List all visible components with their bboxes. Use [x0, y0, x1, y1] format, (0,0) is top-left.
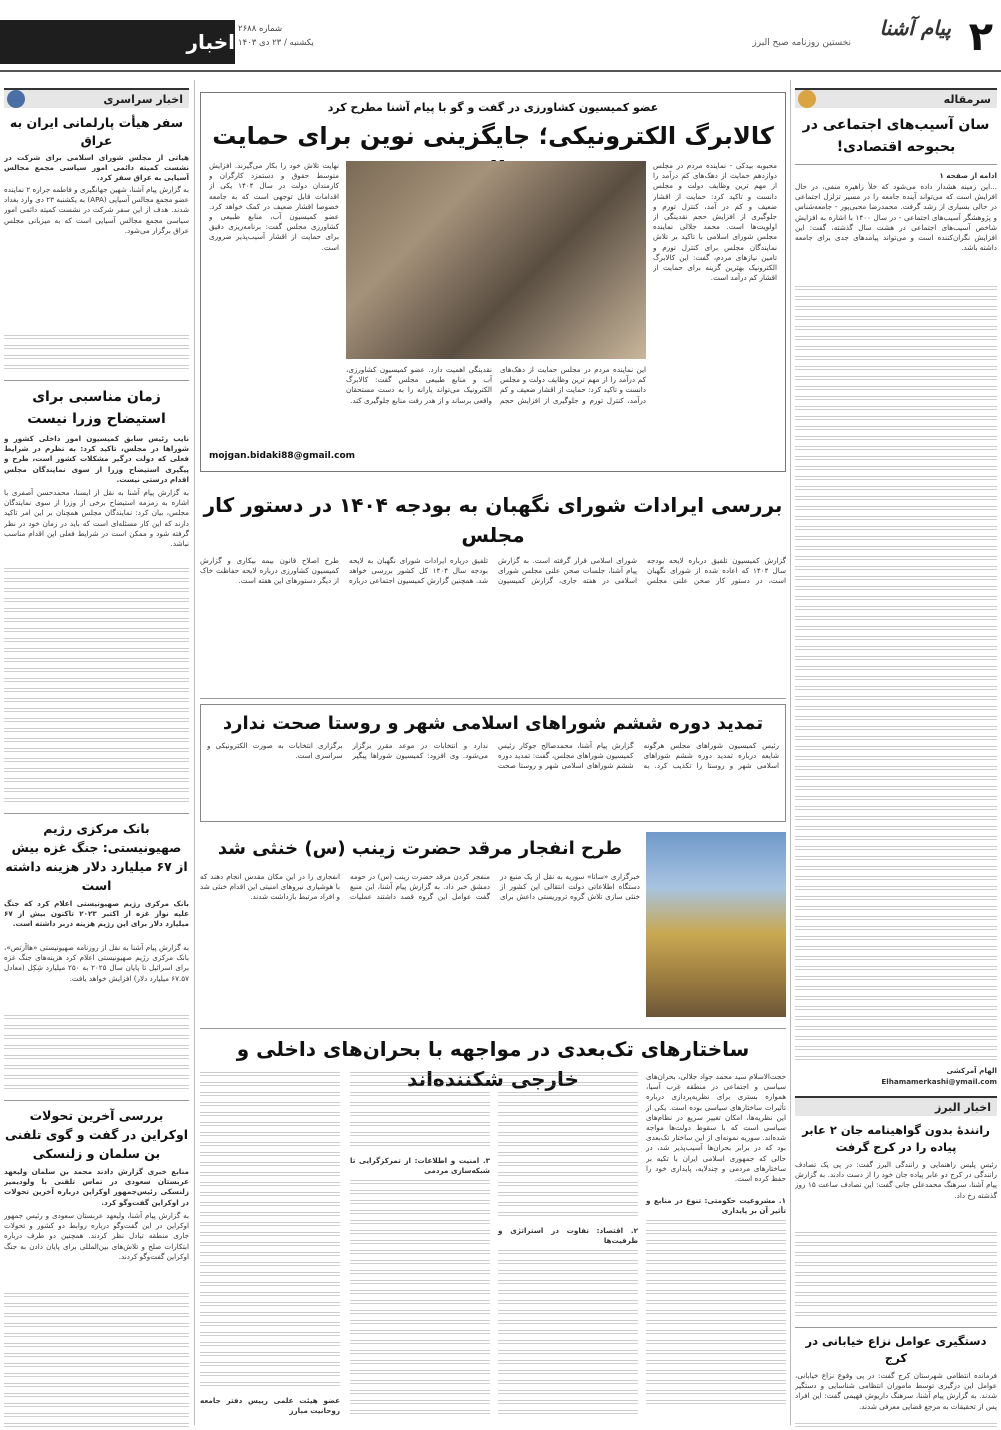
issue-date: یکشنبه / ۲۳ دی ۱۴۰۳	[238, 38, 314, 48]
continuation-note: ادامه از صفحه ۱	[939, 171, 997, 180]
main-story	[200, 92, 786, 472]
councils-headline: تمدید دوره ششم شوراهای اسلامی شهر و روستا صحت ندارد	[222, 713, 764, 734]
text-filler	[795, 1232, 997, 1322]
zainab-body: خبرگزاری «سانا» سوریه به نقل از یک منبع در دستگاه اطلاعاتی دولت انتقالی این کشور از خنثی سازی تلاش گروه تروریستی داعش برای منفجر کردن مرقد حضرت زینب (س) در حومه دمشق خبر داد. به گزارش پیام آشنا، این منبع گفت عوامل این گروه قصد داشتند عملیات انفجاری را در این مکان مقدس انجام دهند که با هوشیاری نیروهای امنیتی این اقدام خنثی شد و افراد مرتبط بازداشت شدند.	[200, 872, 640, 902]
budget-headline: بررسی ایرادات شورای نگهبان به بودجه ۱۴۰۴ در دستور کار مجلس	[203, 493, 783, 547]
story-headline: بررسی آخرین تحولات اوکراین در گفت و گوی تلفنی بن سلمان و زلنسکی	[4, 1108, 189, 1161]
masthead	[741, 14, 1001, 66]
newspaper-logo: پیام آشنا	[879, 16, 951, 40]
budget-story	[200, 490, 786, 690]
editorial-headline: سان آسیب‌های اجتماعی در بحبوحه اقتصادی!	[802, 117, 990, 155]
alborz-headline: دستگیری عوامل نزاع خیابانی در کرج	[805, 1334, 987, 1365]
news-list-icon	[7, 90, 25, 108]
divider	[4, 1100, 189, 1101]
editorial-column	[795, 88, 997, 1430]
text-filler	[4, 568, 189, 808]
national-news-title: اخبار سراسری	[4, 88, 189, 108]
text-filler	[350, 1180, 490, 1420]
editorial-icon	[798, 90, 816, 108]
councils-story	[200, 704, 786, 822]
divider	[200, 1028, 786, 1029]
issue-info	[238, 22, 408, 50]
text-filler	[4, 1015, 189, 1095]
story-headline: سفر هیأت پارلمانی ایران به عراق	[9, 115, 184, 148]
story-body: به گزارش پیام آشنا، ولیعهد عربستان سعودی و رئیس جمهور اوکراین در این گفت‌وگو درباره روابط دو کشور و تحولات جاری منطقه تبادل نظر کردند. همچنین دو طرف درباره ابتکارات صلح و تلاش‌های بین‌المللی برای پایان دادن به جنگ اوکراین گفت‌وگو کردند.	[4, 1211, 189, 1261]
section-label: اخبار	[186, 30, 235, 54]
tagline: نخستین روزنامه صبح البرز	[752, 38, 851, 48]
page-number: ٢	[968, 14, 993, 60]
text-filler	[350, 1072, 490, 1152]
story-body: به گزارش پیام آشنا، شهین جهانگیری و فاطمه جراره ۲ نماینده عضو مجمع مجالس آسیایی (APA) به یکشنبه ۲۳ دی وارد بغداد شدند. هدف از این سفر شرکت در نشست کمیته دائمی امور سیاسی مجمع مجالس آسیایی است که به میزبانی مجلس عراق برگزار می‌شود.	[4, 185, 189, 235]
analysis-col-1	[646, 1072, 786, 1417]
text-filler	[498, 1072, 638, 1222]
editorial-body: ...این زمینه هشدار داده می‌شود که خلأ زاهیره منفی، در حال افزایش است که می‌تواند آینده جامعه را در مسیر تزلزل اجتماعی در حالی بسیاری از رشد گرفت. محمدرضا محبی‌پور - جامعه‌شناس و پژوهشگر آسیب‌های اجتماعی - در سال ۱۴۰۰ با اشاره به افزایش شاخص آسیب‌های اجتماعی در هشت سال گذشته، گفت: این افزایش نگران‌کننده است و می‌تواند پیامدهای جدی برای جامعه داشته باشد.	[795, 182, 997, 253]
shrine-photo	[646, 832, 786, 1017]
zainab-story	[200, 832, 786, 1022]
divider	[4, 380, 189, 381]
main-kicker: عضو کمیسیون کشاورزی در گفت و گو با پیام آشنا مطرح کرد	[327, 101, 659, 114]
analysis-subhead: ۱. مشروعیت حکومتی: تنوع در منابع و تأثیر آن بر پایداری	[646, 1196, 786, 1216]
national-news-column	[4, 88, 189, 1430]
story-body: به گزارش پیام آشنا به نقل از ایسنا، محمدحسن آصفری با اشاره به زمزمه استیضاح برخی از وزرا از سوی نمایندگان مجلس، بیان کرد: نمایندگان مجلس همچنان بر این امر تاکید دارند که این کار مسئله‌ای است که باید در زمان خود در نظر گرفته شود و ممکن است در شرایط فعلی این اقدام مناسب نباشد.	[4, 488, 189, 549]
divider	[795, 1327, 997, 1328]
divider	[200, 698, 786, 699]
text-filler	[4, 1293, 189, 1430]
editorial-author-email: Elhamamerkashi@ymail.com	[881, 1077, 997, 1086]
text-filler	[200, 1072, 340, 1392]
section-banner	[0, 20, 235, 64]
divider	[795, 164, 997, 165]
analysis-col-3	[350, 1072, 490, 1417]
alborz-headline: رانندهٔ بدون گواهینامه جان ۲ عابر پیاده را در کرج گرفت	[802, 1123, 990, 1154]
main-headline: کالابرگ الکترونیکی؛ جایگزینی نوین برای حمایت	[212, 122, 774, 150]
text-filler	[795, 1423, 997, 1430]
zainab-headline: طرح انفجار مرقد حضرت زینب (س) خنثی شد	[217, 838, 623, 859]
page-header	[0, 0, 1001, 72]
analysis-story	[200, 1034, 786, 1424]
analysis-col-2	[498, 1072, 638, 1417]
text-filler	[795, 286, 997, 1066]
alborz-news-title: اخبار البرز	[795, 1096, 997, 1116]
text-filler	[498, 1250, 638, 1420]
column-divider	[194, 80, 195, 1425]
analysis-col-4	[200, 1072, 340, 1417]
story-lead: بانک مرکزی رژیم صهیونیستی اعلام کرد که جنگ علیه نوار غزه از اکتبر ۲۰۲۳ تاکنون بیش از ۶۷ میلیارد دلار برای این رژیم هزینه دربر داشته است.	[4, 899, 189, 929]
analysis-subhead: ۲. اقتصاد: تفاوت در استراتژی و ظرفیت‌ها	[498, 1226, 638, 1246]
editorial-title: سرمقاله	[795, 88, 997, 108]
story-lead: منابع خبری گزارش دادند محمد بن سلمان ولیعهد عربستان سعودی در تماس تلفنی با ولودیمیر زلنسکی رئیس‌جمهور اوکراین درباره آخرین تحولات در اوکراین گفت‌وگو کرد.	[4, 1167, 189, 1207]
budget-body: گزارش کمیسیون تلفیق درباره لایحه بودجه سال ۱۴۰۴ که اعاده شده از شورای نگهبان است، در دستور کار صحن علنی مجلس شورای اسلامی قرار گرفته است. به گزارش پیام آشنا، جلسات صحن علنی مجلس شورای اسلامی در هفته جاری، گزارش کمیسیون تلفیق درباره ایرادات شورای نگهبان به لایحه بودجه سال ۱۴۰۴ کل کشور بررسی خواهد شد. همچنین گزارش کمیسیون اجتماعی درباره طرح اصلاح قانون بیمه بیکاری و گزارش کمیسیون کشاورزی درباره لایحه حفاظت خاک از دیگر دستورهای این هفته است.	[200, 556, 786, 586]
main-body-col1: محبوبه بیدکی - نماینده مردم در مجلس دوازدهم حمایت از دهک‌های کم درآمد را از مهم ترین وظایف دولت و مجلس دانست و تاکید کرد: حمایت از اقشار ضعیف و کم در آمد، کنترل تورم و جلوگیری از افزایش حجم نقدینگی از اولویت‌ها است. محمد جلالی نماینده مجلس شورای اسلامی با تاکید بر تلاش نمایندگان مجلس برای کنترل تورم و تامین نیازهای مردم، گفت: این کالابرگ الکترونیک بهترین گزینه برای حمایت از اقشار کم درآمد است.	[653, 161, 777, 283]
analysis-headline: ساختارهای تک‌بعدی در مواجهه با بحران‌های داخلی و خارجی شکننده‌اند	[236, 1037, 750, 1091]
editorial-author: الهام آمرکشی	[946, 1066, 997, 1075]
analysis-subhead: ۳. امنیت و اطلاعات: از تمرکزگرایی تا شبکه‌سازی مردمی	[350, 1156, 490, 1176]
analysis-author: عضو هیئت علمی رییس دفتر جامعه روحانیت مبارز	[200, 1396, 340, 1416]
text-filler	[646, 1220, 786, 1410]
story-headline: زمان مناسبی برای استیضاح وزرا نیست	[27, 389, 166, 427]
main-body-col3: نهایت تلاش خود را بکار می‌گیرند. افزایش متوسط حقوق و دستمزد کارگران و کارمندان دولت در سال ۱۴۰۴ یکی از اقدامات قابل توجهی است که به جامعه خصوصا اقشار ضعیف در کمک خواهد کرد. عضو کمیسیون آب، منابع طبیعی و کشاورزی مجلس گفت: برنامه‌ریزی دقیق برای حمایت از اقشار آسیب‌پذیر ضروری است.	[209, 161, 339, 252]
reporter-email: mojgan.bidaki88@gmail.com	[209, 451, 356, 461]
alborz-body: رئیس پلیس راهنمایی و رانندگی البرز گفت: در پی یک تصادف رانندگی در کرج دو عابر پیاده جان خود را از دست دادند. به گزارش پیام آشنا، سرهنگ محمدعلی جانی گفت: این تصادف ساعت ۱۵ روز گذشته رخ داد.	[795, 1160, 997, 1200]
story-body: به گزارش پیام آشنا به نقل از روزنامه صهیونیستی «هاآرتص»، بانک مرکزی رژیم صهیونیستی اعلام کرد هزینه‌های جنگ غزه برای اسرائیل تا پایان سال ۲۰۲۵ به ۲۵۰ میلیارد شِکِل (معادل ۶۷.۵۷ میلیارد دلار) افزایش خواهد یافت.	[4, 943, 189, 983]
text-filler	[4, 335, 189, 375]
story-headline: بانک مرکزی رژیم صهیونیستی: جنگ غزه بیش از ۶۷ میلیارد دلار هزینه داشته است	[5, 821, 188, 893]
issue-number: شماره ۲۶۸۸	[238, 24, 283, 34]
analysis-body: حجت‌الاسلام سید محمد جواد جلالی، بحران‌های سیاسی و اجتماعی در منطقه غرب آسیا، همواره بستری برای نظریه‌پردازی درباره تأثیرات ساختارهای سیاسی بوده است. یکی از این نظریه‌ها، امکان تغییر سریع در نظام‌های سیاسی است که با سقوط دولت‌ها مواجه شده‌اند. سوریه نمونه‌ای از این ساختار تک‌بعدی بود که در برابر بحران‌ها آسیب‌پذیر شد، در حالی که جمهوری اسلامی ایران با تکیه بر ساختارهای مردمی و چندلایه، پایداری خود را حفظ کرده است.	[646, 1072, 786, 1184]
cashier-photo	[346, 161, 646, 359]
councils-body: رئیس کمیسیون شوراهای مجلس هرگونه شایعه درباره تمدید دوره ششم شوراهای اسلامی شهر و روستا را تکذیب کرد. به گزارش پیام آشنا، محمدصالح جوکار رئیس کمیسیون شوراهای مجلس، گفت: تمدید دوره ششم شوراهای اسلامی شهر و روستا صحت ندارد و انتخابات در موعد مقرر برگزار می‌شود. وی افزود: کمیسیون شوراها پیگیر برگزاری انتخابات به صورت الکترونیکی و سراسری است.	[207, 741, 779, 771]
column-divider	[790, 80, 791, 1425]
story-lead: نایب رئیس سابق کمیسیون امور داخلی کشور و شوراها در مجلس، تاکید کرد: به نظرم در شرایط فعلی که دولت درگیر مشکلات کشور است، طرح و پیگیری استیضاح وزرا از سوی نمایندگان مجلس اقدام درستی نیست.	[4, 434, 189, 484]
story-lead: هیاتی از مجلس شورای اسلامی برای شرکت در نشست کمیته دائمی امور سیاسی مجمع مجالس آسیایی به عراق سفر کرد.	[4, 153, 189, 183]
divider	[4, 813, 189, 814]
main-body-col2: این نماینده مردم در مجلس حمایت از دهک‌های کم درآمد را از مهم ترین وظایف دولت و مجلس دانست و تاکید کرد: حمایت از اقشار ضعیف و کم درآمد، کنترل تورم و جلوگیری از افزایش حجم نقدینگی اهمیت دارد. عضو کمیسیون کشاورزی، آب و منابع طبیعی مجلس گفت: کالابرگ الکترونیک می‌تواند یارانه را به دست مستحقان واقعی برساند و از هدر رفت منابع جلوگیری کند.	[346, 365, 646, 405]
alborz-body: فرمانده انتظامی شهرستان کرج گفت: در پی وقوع نزاع خیابانی، عوامل این درگیری توسط ماموران انتظامی شناسایی و دستگیر شدند. به گزارش پیام آشنا، سرهنگ داریوش فهیمی گفت: این افراد پس از تحقیقات به مرجع قضایی معرفی شدند.	[795, 1371, 997, 1411]
